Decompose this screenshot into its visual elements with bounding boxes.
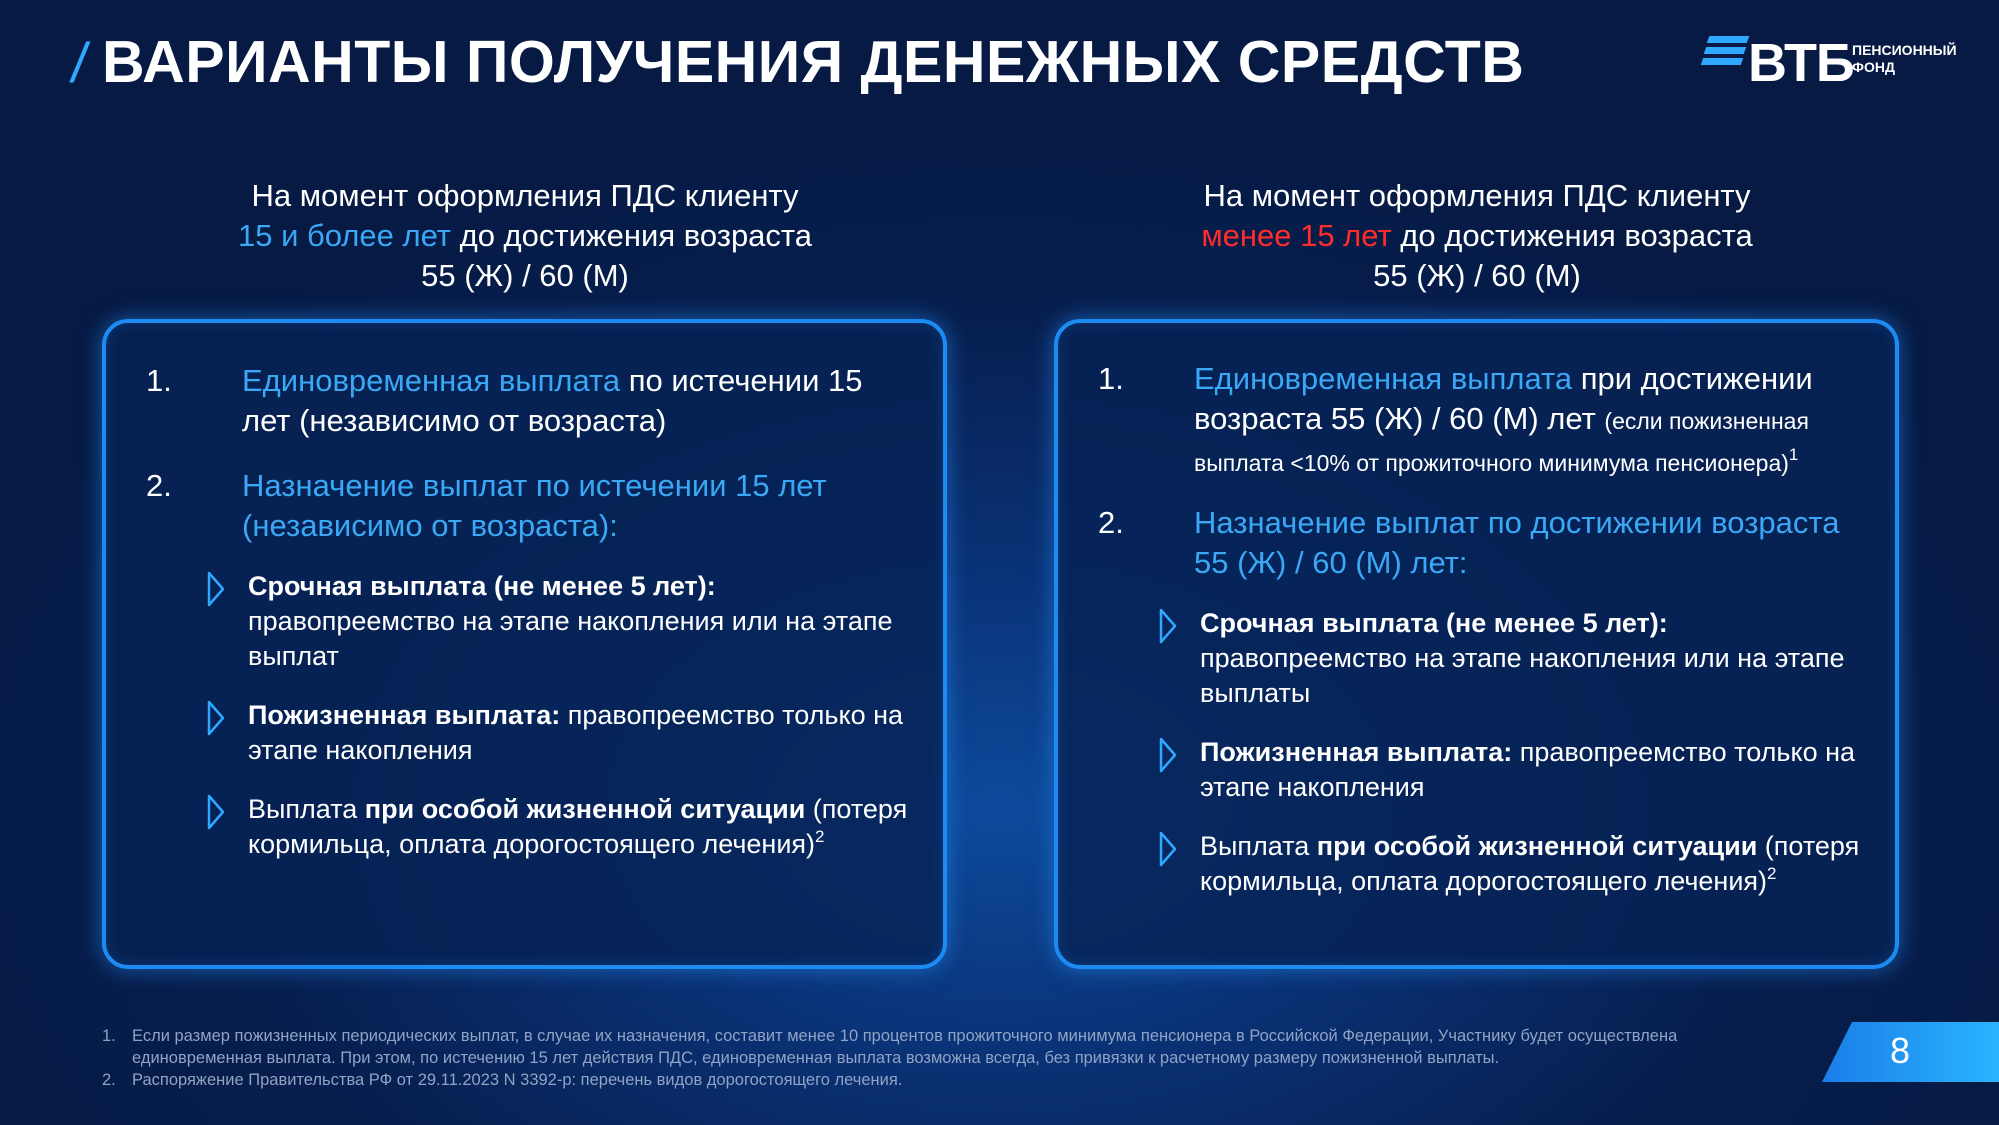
footnote-1: 1. Если размер пожизненных периодических выплат, в случае их назначения, составит менее 10 процентов прожиточного минимума пенсионера в Российской Федерации, Участнику будет осуществлена единовременная выплата. При этом, по истечению 15 лет действия ПДС, единовременная выплата возможна всегда, без привязки к расчетному размеру пожизненной выплаты.	[102, 1027, 1678, 1067]
left-item-1: 1. Единовременная выплата по истечении 15 лет (независимо от возраста)	[146, 363, 863, 438]
right-column-heading: На момент оформления ПДС клиенту менее 15 лет до достижения возраста 55 (Ж) / 60 (М)	[1201, 178, 1753, 293]
chevron-right-icon	[206, 792, 226, 832]
left-options-panel	[102, 319, 947, 969]
right-sub-lifetime: Пожизненная выплата: правопреемство только на этапе накопления	[1158, 735, 1865, 805]
left-sub-lifetime: Пожизненная выплата: правопреемство только на этапе накопления	[206, 698, 913, 768]
left-heading-highlight: 15 и более лет	[237, 218, 451, 253]
logo-subtitle: ПЕНСИОННЫЙ ФОНД	[1852, 42, 1957, 75]
logo-stripes-icon	[1702, 36, 1746, 69]
chevron-right-icon	[206, 698, 226, 738]
right-sub-special-situation: Выплата при особой жизненной ситуации (потеря кормильца, оплата дорогостоящего лечения)$^2$	[1158, 829, 1865, 899]
right-options-panel	[1054, 319, 1899, 969]
right-sub-fixed-term: Срочная выплата (не менее 5 лет): правопреемство на этапе накопления или на этапе выплаты	[1158, 606, 1865, 711]
vtb-pension-fund-logo	[1700, 30, 1960, 93]
logo-brand: ВТБ	[1748, 33, 1854, 93]
chevron-right-icon	[1158, 735, 1178, 775]
title-slash-decoration: /	[67, 31, 92, 94]
footnote-2: 2. Распоряжение Правительства РФ от 29.11.2023 N 3392-р: перечень видов дорогостоящего лечения.	[102, 1071, 903, 1089]
left-sub-fixed-term: Срочная выплата (не менее 5 лет): правопреемство на этапе накопления или на этапе выплат	[206, 569, 913, 674]
chevron-right-icon	[206, 569, 226, 609]
chevron-right-icon	[1158, 606, 1178, 646]
chevron-right-icon	[1158, 829, 1178, 869]
left-item-2: 2. Назначение выплат по истечении 15 лет (независимо от возраста):	[146, 468, 827, 543]
right-item-2: 2. Назначение выплат по достижении возраста 55 (Ж) / 60 (М) лет:	[1098, 505, 1840, 580]
footnotes	[102, 1025, 1802, 1091]
left-column-heading: На момент оформления ПДС клиенту 15 и более лет до достижения возраста 55 (Ж) / 60 (М)	[237, 178, 813, 293]
page-number: 8	[1889, 1030, 1911, 1071]
right-item-1: 1. Единовременная выплата при достижении возраста 55 (Ж) / 60 (М) лет (если пожизненная выплата <10% от прожиточного минимума пенсионера)$^1$	[1098, 361, 1813, 476]
right-heading-highlight: менее 15 лет	[1201, 218, 1392, 253]
page-title: ВАРИАНТЫ ПОЛУЧЕНИЯ ДЕНЕЖНЫХ СРЕДСТВ	[102, 29, 1525, 95]
left-sub-special-situation: Выплата при особой жизненной ситуации (потеря кормильца, оплата дорогостоящего лечения)$^2$	[206, 792, 913, 862]
